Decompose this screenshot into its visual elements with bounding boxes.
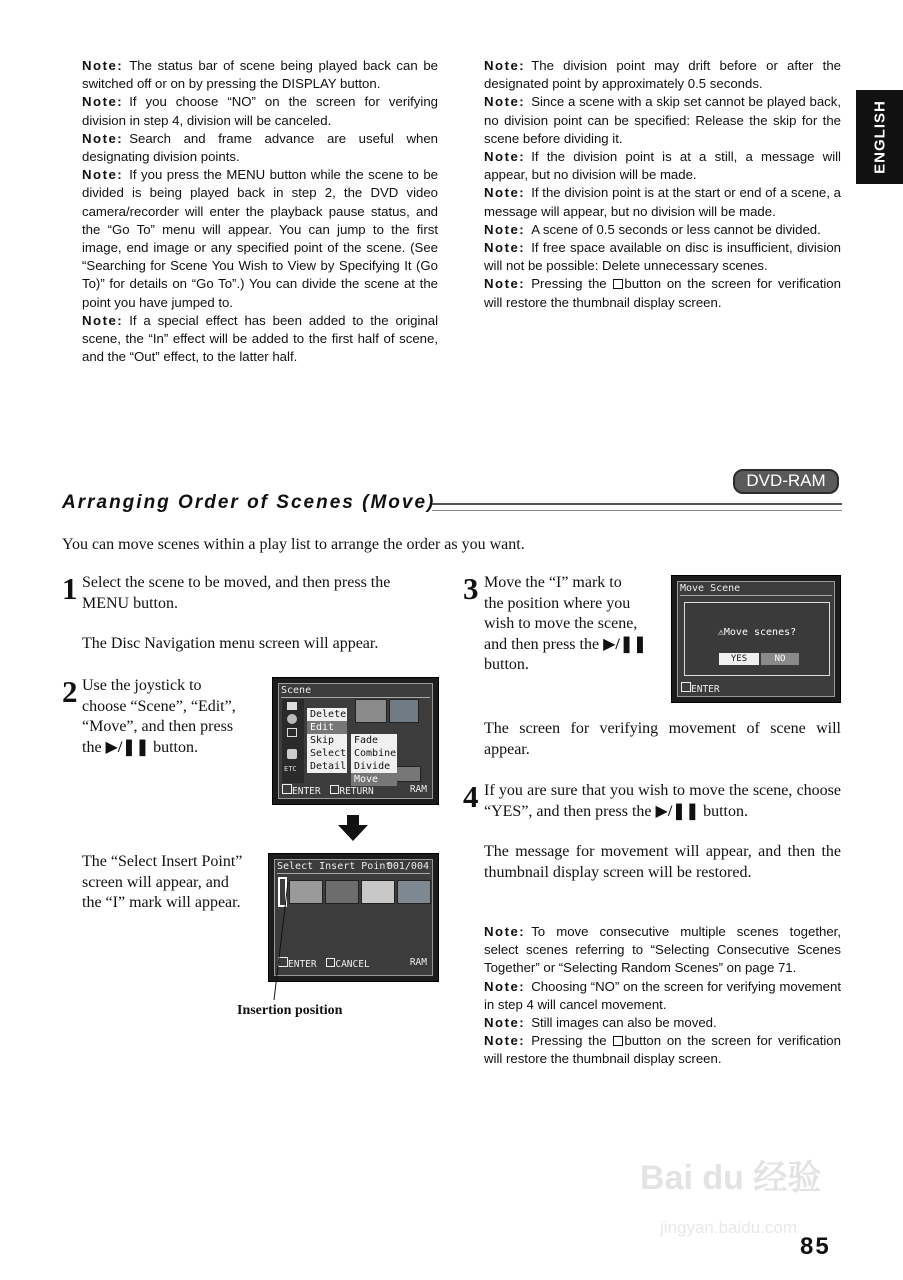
note-right-6: Note: If free space available on disc is insufficient, division will not be possible: Delete unnecessary scenes. xyxy=(484,240,841,274)
insert-point-footer: ENTER CANCEL RAM xyxy=(278,957,429,969)
intro-text: You can move scenes within a play list to arrange the order as you want. xyxy=(62,536,525,553)
play-pause-icon: ▶/❚❚ xyxy=(603,635,647,653)
menu-item-select[interactable]: Select xyxy=(307,747,347,760)
move-scene-footer: ENTER xyxy=(681,682,831,694)
insert-point-counter: 001/004 xyxy=(386,861,429,872)
square-button-icon xyxy=(613,1036,623,1046)
note-label: Note: xyxy=(484,1015,526,1031)
disc-icon xyxy=(287,714,297,724)
no-button[interactable]: NO xyxy=(761,653,799,665)
menu-item-edit[interactable]: Edit xyxy=(307,721,347,734)
warning-icon: ⚠ xyxy=(717,627,724,638)
thumbnail xyxy=(361,880,395,904)
menu-item-detail[interactable]: Detail xyxy=(307,760,347,773)
scene-menu-footer: ENTER RETURN RAM xyxy=(282,784,429,796)
playlist-icon xyxy=(287,728,297,737)
thumbnail xyxy=(389,699,419,723)
step-4-text: If you are sure that you wish to move the scene, choose “YES”, and then press the ▶/❚❚ button. The message for movement will appear, and then the thumbnail display screen will be restored. xyxy=(484,781,841,883)
language-tab-label: ENGLISH xyxy=(871,100,888,174)
note-left-3: Note: Search and frame advance are useful when designating division points. xyxy=(82,130,438,165)
submenu-item-fade[interactable]: Fade xyxy=(351,734,397,747)
down-arrow-icon xyxy=(338,815,368,841)
submenu-item-move[interactable]: Move xyxy=(351,773,397,786)
submenu-item-combine[interactable]: Combine xyxy=(351,747,397,760)
note-label: Note: xyxy=(484,221,526,237)
note-bottom-4: Note: Pressing the button on the screen for verification will restore the thumbnail display screen. xyxy=(484,1033,841,1067)
step-3-result: The screen for verifying movement of scene will appear. xyxy=(484,720,841,758)
thumbnail xyxy=(355,699,387,723)
move-scene-title: Move Scene xyxy=(680,583,741,594)
step-2-text: Use the joystick to choose “Scene”, “Edit”, “Move”, and then press the ▶/❚❚ button. xyxy=(82,677,236,756)
thumbnail xyxy=(325,880,359,904)
note-right-3: Note: If the division point is at a still, a message will appear, but no division will be made. xyxy=(484,149,841,183)
note-right-1: Note: The division point may drift before or after the designated point by approximately 0.5 seconds. xyxy=(484,58,841,92)
note-right-4: Note: If the division point is at the start or end of a scene, a message will appear, but no division will be made. xyxy=(484,185,841,219)
step-1-result: The Disc Navigation menu screen will appear. xyxy=(82,635,379,652)
note-label: Note: xyxy=(484,149,526,165)
etc-label: ETC xyxy=(284,765,297,773)
play-pause-icon: ▶/❚❚ xyxy=(655,802,700,820)
step-3-text: Move the “I” mark to the position where you wish to move the scene, and then press the ▶/❚❚ button. xyxy=(484,574,647,673)
note-label: Note: xyxy=(82,58,124,73)
note-left-4: Note: If you press the MENU button while the scene to be divided is being played back in step 2, the DVD video camera/recorder will enter the playback pause status, and the “Go To” menu will appear. You can jump to the first image, end image or any specified point of the scene. (See “Searching for Scene You Wish to View by Specifying It (Go To)” for details on “Go To”.) You can divide the scene at the point you have jumped to. xyxy=(82,167,438,310)
insert-point-title: Select Insert Point xyxy=(277,861,392,872)
step-2-result: The “Select Insert Point” screen will appear, and the “I” mark will appear. xyxy=(82,853,243,911)
notes-left xyxy=(82,57,438,366)
step-4-result: The message for movement will appear, and then the thumbnail display screen will be restored. xyxy=(484,843,841,881)
note-label: Note: xyxy=(484,94,526,110)
note-right-5: Note: A scene of 0.5 seconds or less cannot be divided. xyxy=(484,221,821,237)
page-number: 85 xyxy=(800,1233,831,1260)
language-tab xyxy=(856,90,903,184)
enter-icon xyxy=(282,784,292,794)
note-label: Note: xyxy=(82,312,124,328)
note-right-7: Note: Pressing the button on the screen for verification will restore the thumbnail display screen. xyxy=(484,276,841,310)
notes-right xyxy=(484,57,841,312)
submenu-item-divide[interactable]: Divide xyxy=(351,760,397,773)
scene-icon xyxy=(287,702,297,710)
dvd-ram-badge: DVD-RAM xyxy=(733,469,839,494)
enter-icon xyxy=(681,682,691,692)
menu-icon-column xyxy=(282,699,304,783)
note-label: Note: xyxy=(484,58,526,73)
square-button-icon xyxy=(613,279,623,289)
note-bottom-3: Note: Still images can also be moved. xyxy=(484,1015,717,1031)
move-scene-screen xyxy=(671,575,841,703)
note-label: Note: xyxy=(484,240,526,256)
note-label: Note: xyxy=(82,167,124,183)
heading-rule-thin xyxy=(432,510,842,511)
cancel-icon xyxy=(326,958,335,967)
menu-item-delete[interactable]: Delete xyxy=(307,708,347,721)
scene-menu-screen xyxy=(272,677,439,805)
note-left-1: Note: The status bar of scene being played back can be switched off or on by pressing the DISPLAY button. xyxy=(82,58,438,92)
note-label: Note: xyxy=(484,1033,526,1049)
watermark-url: jingyan.baidu.com xyxy=(660,1218,798,1237)
notes-bottom xyxy=(484,923,841,1069)
note-label: Note: xyxy=(484,978,526,994)
disc-type: RAM xyxy=(409,784,427,795)
note-label: Note: xyxy=(484,924,526,939)
insertion-callout-line xyxy=(270,880,300,1005)
step-2-number: 2 xyxy=(62,674,78,709)
step-1-number: 1 xyxy=(62,571,78,606)
thumbnail xyxy=(397,880,431,904)
thumbnail xyxy=(393,766,421,782)
confirm-dialog: ⚠Move scenes? YES NO xyxy=(684,602,830,676)
note-label: Note: xyxy=(82,130,124,146)
scene-menu-title: Scene xyxy=(281,685,312,696)
step-4-number: 4 xyxy=(463,779,479,814)
note-left-5: Note: If a special effect has been added to the original scene, the “In” effect will be added to the first half of scene, and the “Out” effect, to the latter half. xyxy=(82,312,438,365)
step-1-text: Select the scene to be moved, and then press the MENU button. The Disc Navigation menu screen will appear. xyxy=(82,573,440,655)
return-icon xyxy=(330,785,339,794)
yes-button[interactable]: YES xyxy=(719,653,759,665)
disc-type: RAM xyxy=(409,957,427,968)
note-label: Note: xyxy=(82,94,124,110)
menu-item-skip[interactable]: Skip xyxy=(307,734,347,747)
section-title: Arranging Order of Scenes (Move) xyxy=(62,492,436,513)
camera-icon xyxy=(287,749,297,759)
play-pause-icon: ▶/❚❚ xyxy=(105,738,150,756)
insertion-position-caption: Insertion position xyxy=(237,1003,343,1018)
note-left-2: Note: If you choose “NO” on the screen for verifying division in step 4, division will be canceled. xyxy=(82,94,438,128)
watermark-logo: Bai du 经验 xyxy=(640,1159,822,1197)
note-label: Note: xyxy=(484,185,526,201)
note-bottom-1: Note: To move consecutive multiple scenes together, select scenes referring to “Selecting Consecutive Scenes Together” or “Selecting Random Scenes” on page 71. xyxy=(484,924,841,976)
heading-rule xyxy=(432,503,842,505)
insert-mark-icon: I xyxy=(555,574,562,591)
note-bottom-2: Note: Choosing “NO” on the screen for verifying movement in step 4 will cancel movement. xyxy=(484,978,841,1012)
note-label: Note: xyxy=(484,276,526,292)
step-3-number: 3 xyxy=(463,571,479,606)
note-right-2: Note: Since a scene with a skip set cannot be played back, no division point can be specified: Release the skip for the scene before dividing it. xyxy=(484,94,841,146)
